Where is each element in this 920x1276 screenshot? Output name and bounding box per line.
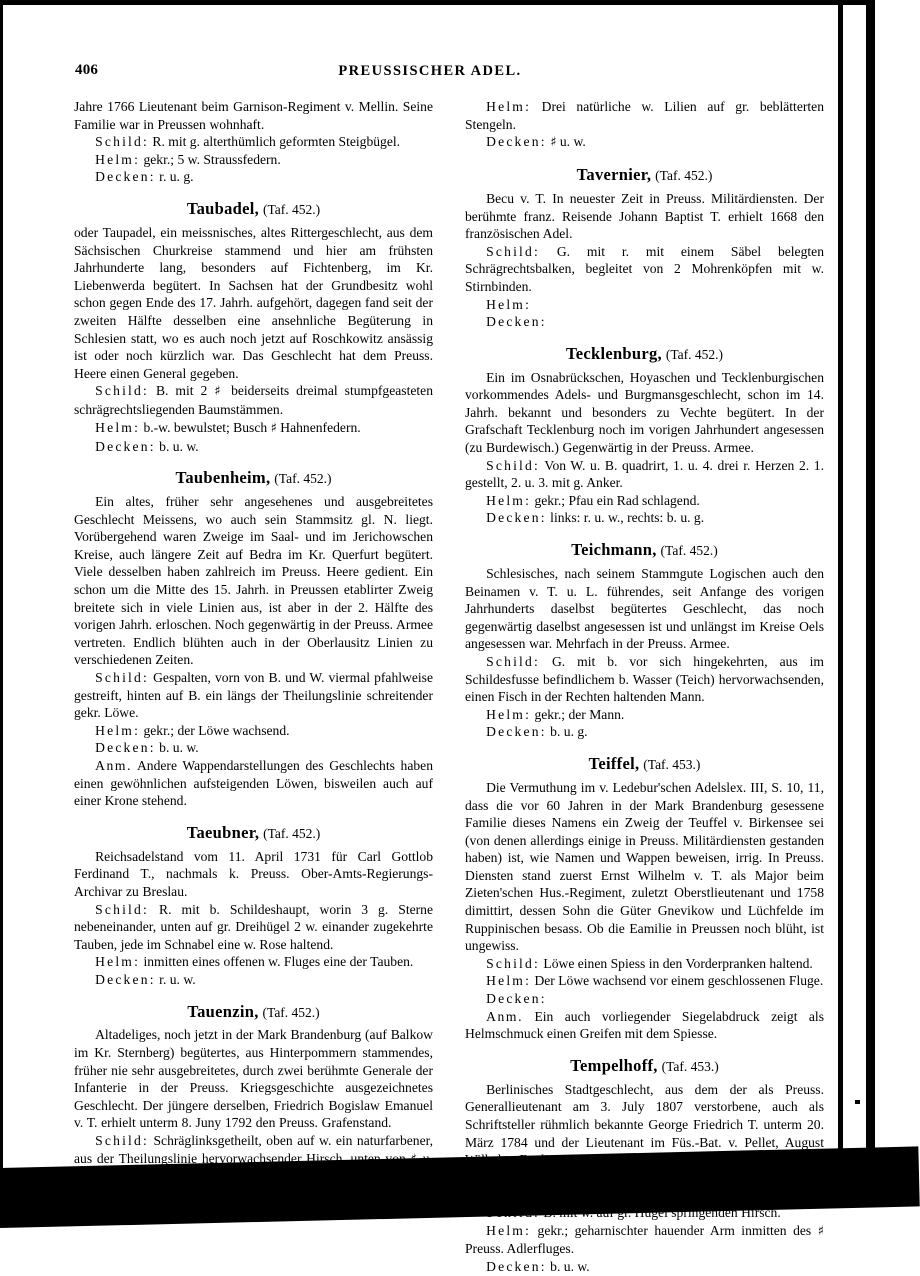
entry-tempelhoff bbox=[465, 1057, 824, 1276]
blazon-helm: Helm: gekr.; der Mann. bbox=[486, 706, 625, 722]
entry-name: Teiffel, bbox=[588, 753, 640, 773]
entry-plate-ref: (Taf. 452.) bbox=[262, 1004, 320, 1020]
entry-tavernier bbox=[465, 166, 824, 331]
entry-name: Taubadel, bbox=[186, 198, 260, 218]
entry-heading bbox=[74, 200, 433, 219]
blazon-schild: Schild: B. mit w. auf gr. Hügel springenden Hirsch. bbox=[486, 1204, 781, 1220]
blazon-decken: Decken: b. u. w. bbox=[95, 438, 199, 454]
entry-name: Tavernier, bbox=[576, 165, 652, 185]
blazon-decken: Decken: links: r. u. w., rechts: b. u. g. bbox=[486, 510, 705, 526]
entry-heading bbox=[465, 755, 824, 774]
entry-plate-ref: (Taf. 452.) bbox=[274, 471, 332, 487]
blazon-decken: Decken: r. u. w. bbox=[95, 971, 196, 987]
entry-name: Teichmann, bbox=[571, 540, 657, 560]
blazon-schild: Schild: R. mit g. alterthümlich geformten Steigbügel. bbox=[95, 134, 401, 150]
entry-name: Taubenheim, bbox=[175, 468, 271, 488]
entry-body: Reichsadelstand vom 11. April 1731 für Carl Gottlob Ferdinand T., nachmals k. Preuss. Ober-Amts-Regierungs-Archivar zu Breslau. bbox=[74, 848, 433, 899]
blazon-helm: Helm: inmitten eines offenen w. Fluges eine der Tauben. bbox=[95, 954, 414, 970]
blazon-decken: Decken: b. u. w. bbox=[95, 740, 199, 756]
entry-body: Berlinisches Stadtgeschlecht, aus dem der als Preuss. Generallieutenant am 3. July 1807 verstorbene, auch als Schriftsteller rühmlich bekannte George Friedrich T. unterm 20. März 1784 und der Lieutenant im Füs.-Bat. v. Pellet, August Wilhelm Ferdinand T. unterm 25. März 1802 in den Preuss. Adelstand erhoben wurde. Begüterung noch gegenwärtig in der Provinz Posen. bbox=[465, 1081, 824, 1203]
page-title: PREUSSISCHER ADEL. bbox=[338, 63, 522, 79]
blazon-helm: Helm: Der Löwe wachsend vor einem geschlossenen Fluge. bbox=[486, 973, 824, 989]
entry-taubenheim bbox=[74, 469, 433, 810]
entry-body: Die Vermuthung im v. Ledebur'schen Adelslex. III, S. 10, 11, dass die vor 60 Jahren in der Mark Brandenburg gesessene Familie dieses Namens ein Zweig der Teuffel v. Birkensee sei (von denen allerdings einige in Preuss. Militärdiensten gestanden haben) ist, wie Namen und Wappen beweisen, irrig. In Preuss. Diensten stand zuerst Ernst Wilhelm v. T. als Major beim Zieten'schen Hus.-Regiment, zuletzt Oberstlieutenant und 1758 dimittirt, dessen Sohn die Güter Gnevikow und Lüchfelde im Ruppinischen besass. Ob die Eamilie in Preussen noch blüht, ist ungewiss. bbox=[465, 779, 824, 954]
body-columns bbox=[74, 98, 824, 1276]
entry-body: oder Taupadel, ein meissnisches, altes Rittergeschlecht, aus dem Sächsischen Churkreise stammend und hier am frühsten Jahrhunderte lang, besonders auf Fichtenberg, im Kr. Liebenwerda begütert. In Sachsen hat der Grundbesitz wohl schon gegen Ende des 17. Jahrh. aufgehört, dagegen fand seit der zweiten Hälfte desselben eine ansehnliche Begüterung in Schlesien statt, wo es auch noch jetzt auf Roschkowitz ansässig ist oder noch kürzlich war. Das Geschlecht hat dem Preuss. Heere einen General gegeben. bbox=[74, 224, 433, 381]
entry-teichmann bbox=[465, 541, 824, 741]
entry-taubadel bbox=[74, 200, 433, 455]
blazon-schild: Schild: G. mit r. mit einem Säbel belegten Schrägrechtsbalken, begleitet von 2 Mohrenköpfen mit w. Stirnbinden. bbox=[465, 243, 824, 294]
entry-body: Becu v. T. In neuester Zeit in Preuss. Militärdiensten. Der berühmte franz. Reisende Johann Baptist T. erhielt 1668 den französischen Adel. bbox=[465, 190, 824, 242]
blazon-decken: Decken: r. u. g. bbox=[95, 169, 194, 185]
scan-border-left bbox=[0, 0, 3, 1195]
entry-heading bbox=[74, 469, 433, 488]
blazon-schild: Schild: Von W. u. B. quadrirt, 1. u. 4. drei r. Herzen 2. 1. gestellt, 2. u. 3. mit g. Anker. bbox=[465, 457, 824, 491]
entry-plate-ref: (Taf. 452.) bbox=[262, 201, 321, 217]
entry-tauenzin bbox=[74, 1003, 433, 1187]
entry-continued-right bbox=[465, 98, 824, 152]
blazon-helm: Helm: b.-w. bewulstet; Busch ♯ Hahnenfedern. bbox=[95, 419, 361, 436]
column-right bbox=[465, 98, 824, 1276]
blazon-helm: Helm: Drei natürliche w. Lilien auf gr. beblätterten Stengeln. bbox=[465, 99, 824, 132]
running-head bbox=[0, 62, 838, 84]
entry-heading bbox=[74, 824, 433, 843]
entry-teiffel bbox=[465, 755, 824, 1043]
entry-plate-ref: (Taf. 452.) bbox=[655, 168, 713, 184]
entry-heading bbox=[465, 345, 824, 364]
entry-name: Taeubner, bbox=[186, 822, 260, 842]
scan-speck bbox=[855, 1100, 860, 1104]
entry-tecklenburg bbox=[465, 345, 824, 527]
column-left bbox=[74, 98, 433, 1276]
scan-border-right-outer bbox=[866, 0, 875, 1195]
entry-continued-left bbox=[74, 98, 433, 186]
blazon-helm: Helm: gekr.; der Löwe wachsend. bbox=[95, 722, 290, 738]
entry-heading bbox=[465, 1057, 824, 1076]
blazon-schild: Schild: Gespalten, vorn von B. und W. viermal pfahlweise gestreift, hinten auf B. ein längs der Theilungslinie schreitender gekr. Löwe. bbox=[74, 670, 433, 721]
blazon-schild: Schild: Schräglinksgetheilt, oben auf w. ein naturfarbener, aus der Theilungslinie hervorwachsender Hirsch, unten von ♯ u. w. geschacht. bbox=[74, 1133, 434, 1185]
entry-heading bbox=[465, 541, 824, 560]
entry-plate-ref: (Taf. 452.) bbox=[660, 543, 718, 559]
blazon-decken: Decken: bbox=[486, 991, 547, 1007]
continued-paragraph: Jahre 1766 Lieutenant beim Garnison-Regiment v. Mellin. Seine Familie war in Preussen wohnhaft. bbox=[74, 99, 433, 132]
blazon-anmerkung: Anm. Andere Wappendarstellungen des Geschlechts haben einen gewöhnlichen aufsteigenden Löwen, bisweilen auch auf einer Krone stehend. bbox=[74, 758, 433, 809]
entry-plate-ref: (Taf. 453.) bbox=[661, 1058, 719, 1074]
entry-body: Altadeliges, noch jetzt in der Mark Brandenburg (auf Balkow im Kr. Sternberg) begütertes, aus Hinterpommern stammendes, früher nie sehr ausgebreitetes, durch zwei berühmte Generale der Infanterie in der Preuss. Kriegsgeschichte ausgezeichnetes Geschlecht. Der jüngere derselben, Friedrich Bogislaw Emanuel v. T. erhielt unterm 8. Juny 1792 den Preuss. Grafenstand. bbox=[74, 1027, 433, 1131]
entry-body: Ein im Osnabrückschen, Hoyaschen und Tecklenburgischen vorkommendes Adels- und Burgmansgeschlecht, schon im 14. Jahrh. bekannt und besonders zu Vechte begütert. In der Grafschaft Tecklenburg noch im vorigen Jahrhundert angesessen (zu Burdewisch.) Gegenwärtig in der Preuss. Armee. bbox=[465, 369, 824, 456]
blazon-anmerkung: Anm. Ein auch vorliegender Siegelabdruck zeigt als Helmschmuck einen Greifen mit dem Spiesse. bbox=[465, 1008, 824, 1042]
entry-plate-ref: (Taf. 453.) bbox=[643, 756, 701, 772]
entry-body: Ein altes, früher sehr angesehenes und ausgebreitetes Geschlecht Meissens, wo auch sein Stammsitz gl. N. liegt. Vorübergehend waren Zweige im Saal- und im Jerichowschen Kreise, auch längere Zeit auf Bedra im Kr. Querfurt begütert. Viele desselben haben zahlreich im Preuss. Heere gedient. Ein schon um die Mitte des 15. Jahrh. in Preussen etablirter Zweig breitete sich in viele Linien aus, ist aber in der 2. Hälfte des vorigen Jahrh. erloschen. Noch gegenwärtig in der Preuss. Armee vertreten. Endlich blühten auch in der Oberlausitz Linien zu verschiedenen Zeiten. bbox=[74, 494, 433, 668]
entry-heading bbox=[465, 166, 824, 185]
entry-plate-ref: (Taf. 452.) bbox=[263, 825, 321, 841]
blazon-helm: Helm: gekr.; geharnischter hauender Arm inmitten des ♯ Preuss. Adlerfluges. bbox=[465, 1222, 824, 1257]
entry-name: Tauenzin, bbox=[187, 1001, 259, 1021]
entry-name: Tempelhoff, bbox=[570, 1055, 658, 1075]
page-number: 406 bbox=[75, 62, 99, 78]
blazon-decken: Decken: ♯ u. w. bbox=[486, 134, 586, 151]
blazon-helm: Helm: gekr.; Pfau ein Rad schlagend. bbox=[486, 492, 700, 508]
entry-body: Schlesisches, nach seinem Stammgute Logischen auch den Beinamen v. T. u. L. führendes, seit Anfange des vorigen Jahrhunderts daselbst begütertes Geschlecht, das noch gegenwärtig daselbst angesessen ist und unlängst im Kreise Oels angesessen war. Mehrfach in der Preuss. Armee. bbox=[465, 566, 824, 652]
blazon-schild: Schild: G. mit b. vor sich hingekehrten, aus im Schildesfusse befindlichem b. Wasser (Teich) hervorwachsenden, einen Fisch in der Rechten haltenden Mann. bbox=[465, 653, 824, 705]
scan-border-top bbox=[0, 0, 875, 5]
blazon-decken: Decken: b. u. w. bbox=[486, 1258, 590, 1274]
blazon-schild: Schild: B. mit 2 ♯ beiderseits dreimal stumpfgeasteten schrägrechtsliegenden Baumstämmen. bbox=[74, 383, 433, 418]
blazon-helm: Helm: gekr.; 5 w. Straussfedern. bbox=[95, 151, 281, 167]
entry-plate-ref: (Taf. 452.) bbox=[665, 346, 724, 362]
blazon-schild: Schild: R. mit b. Schildeshaupt, worin 3 g. Sterne nebeneinander, unten auf gr. Dreihügel 2 w. einander zugekehrte Tauben, jede im Schnabel eine w. Rose haltend. bbox=[74, 901, 433, 952]
entry-name: Tecklenburg, bbox=[565, 343, 662, 363]
blazon-decken: Decken: bbox=[486, 314, 547, 330]
entry-heading bbox=[74, 1003, 433, 1022]
scan-border-right-inner bbox=[838, 0, 843, 1195]
blazon-helm: Helm: bbox=[486, 296, 532, 312]
blazon-schild: Schild: Löwe einen Spiess in den Vorderpranken haltend. bbox=[486, 955, 813, 971]
entry-taeubner bbox=[74, 824, 433, 989]
blazon-decken: Decken: b. u. g. bbox=[486, 724, 588, 740]
